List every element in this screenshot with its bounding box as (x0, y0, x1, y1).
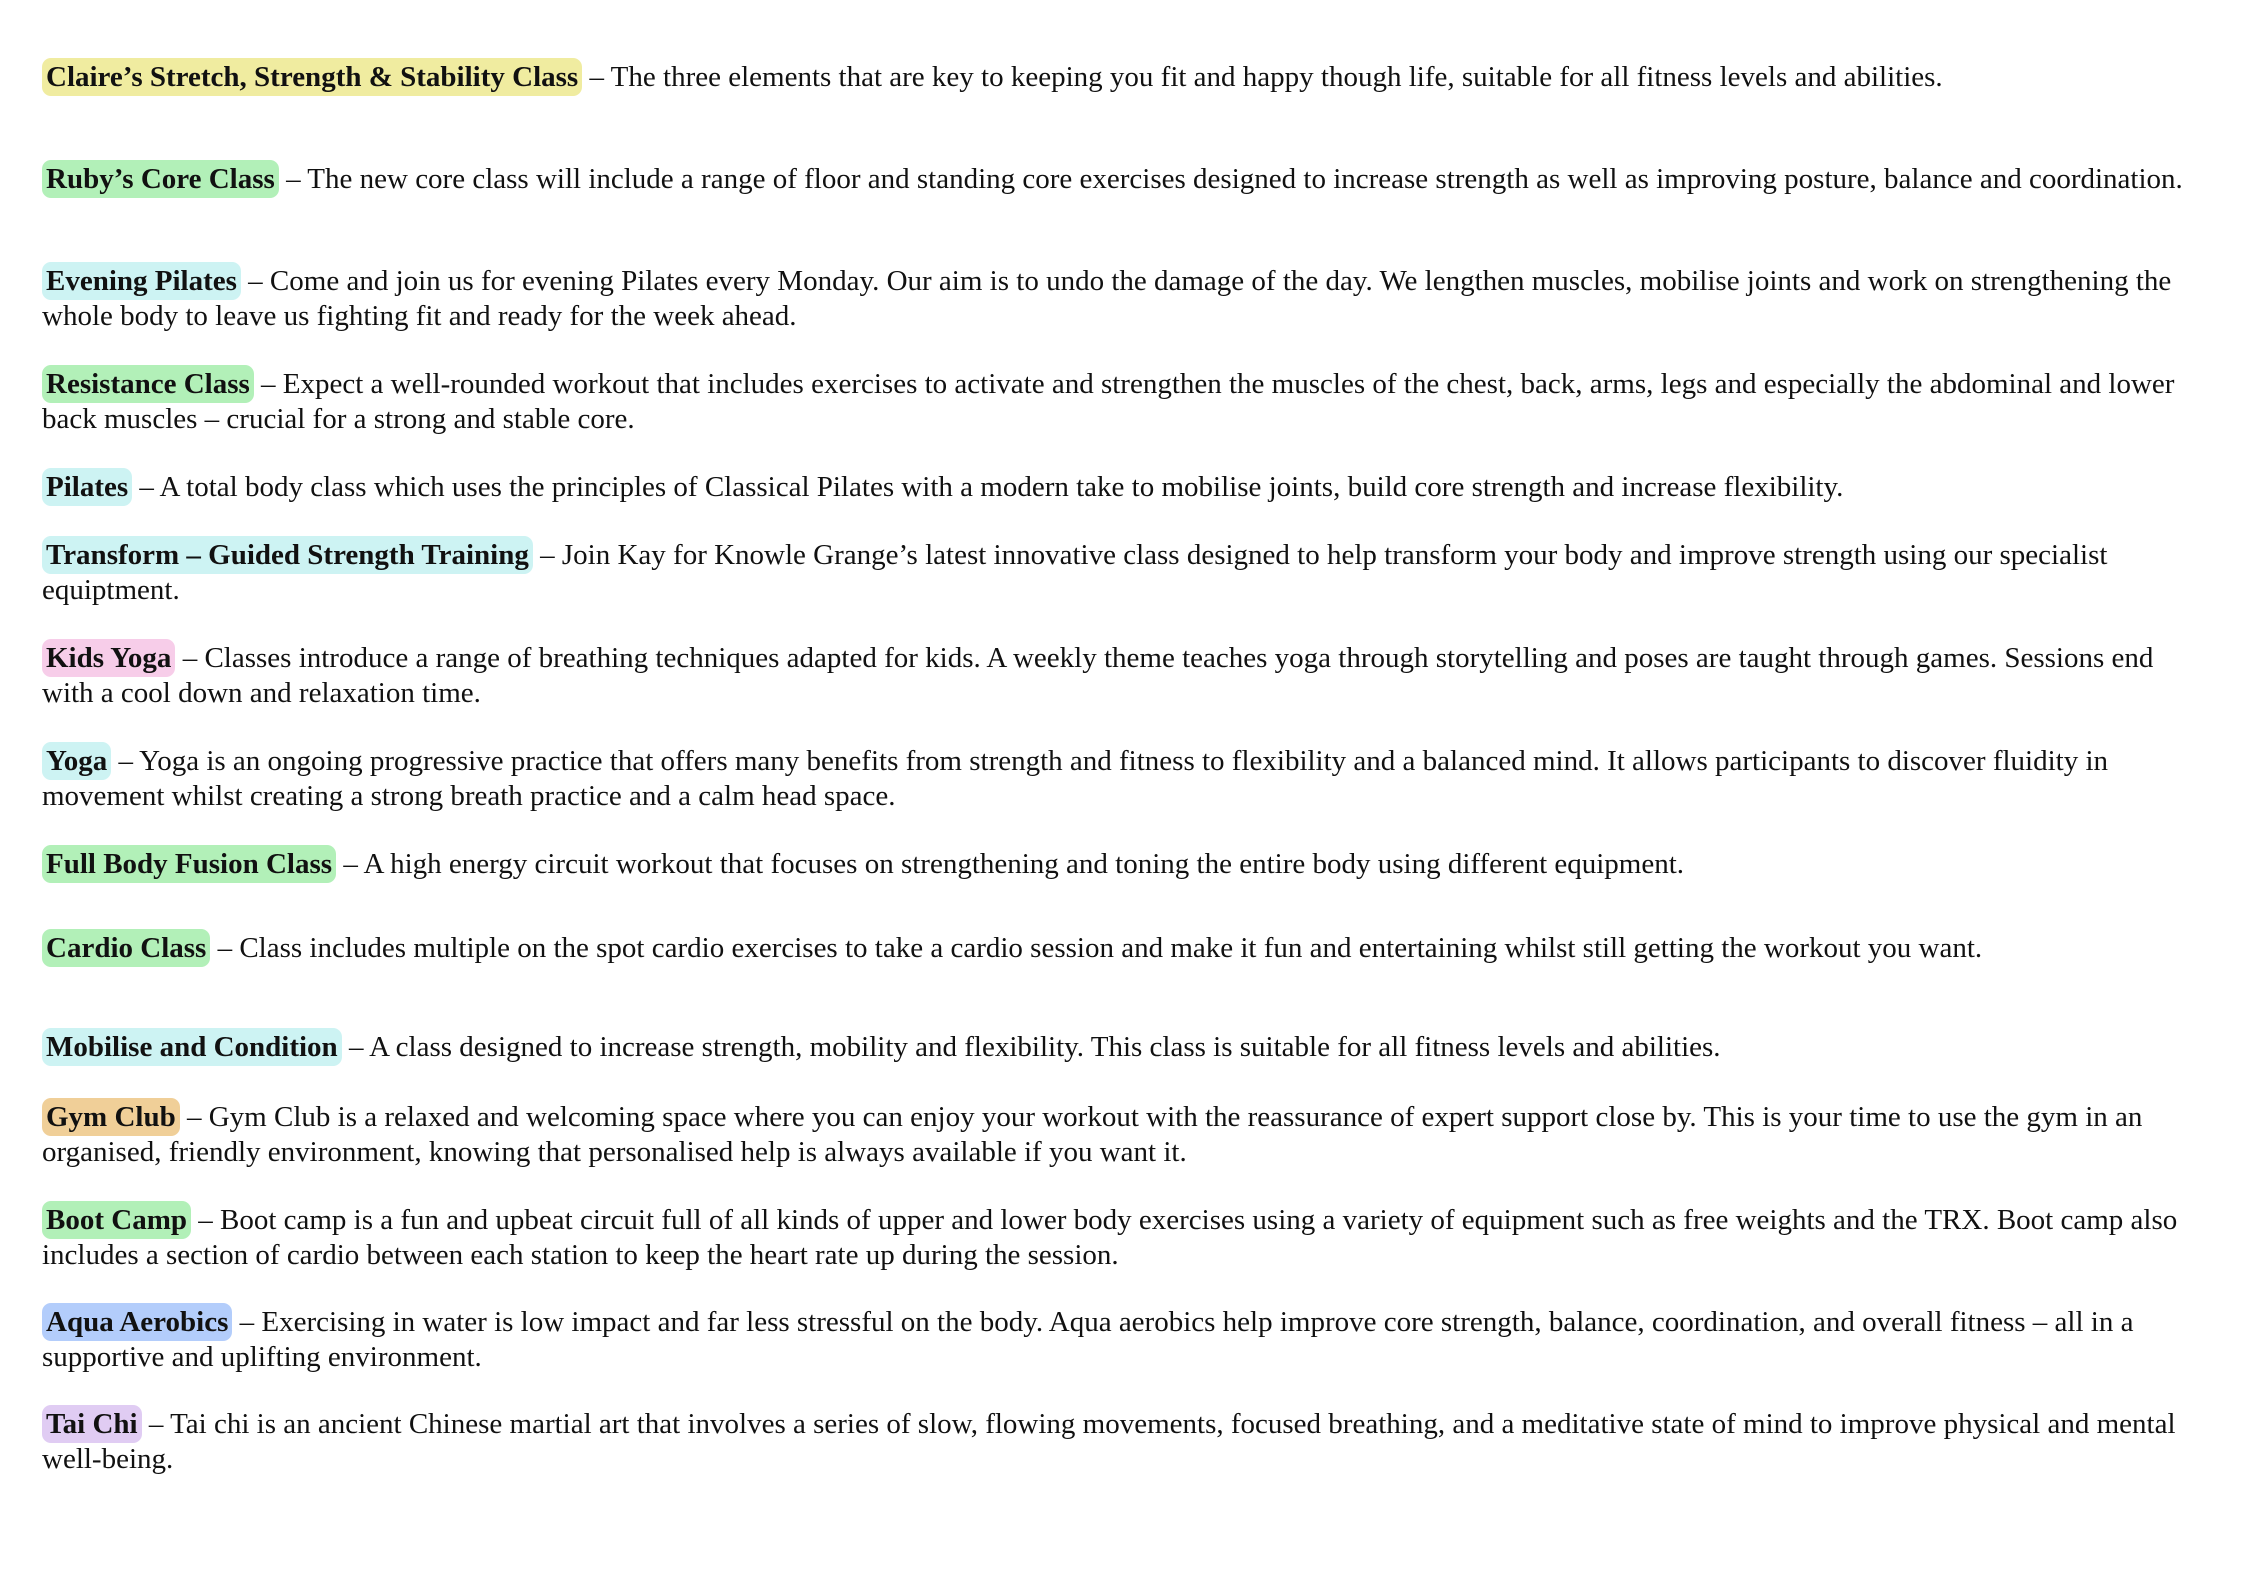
class-description: – Classes introduce a range of breathing techniques adapted for kids. A weekly theme teaches yoga through storytelling and poses are taught through games. Sessions end with a cool down and relaxation time. (42, 642, 2154, 709)
class-description: – A class designed to increase strength, mobility and flexibility. This class is suitable for all fitness levels and abilities. (341, 1031, 1721, 1063)
class-entry (42, 1203, 2212, 1273)
class-entry (42, 264, 2212, 334)
class-entry (42, 60, 2212, 95)
class-name-highlight: Claire’s Stretch, Strength & Stability Class (42, 58, 582, 96)
class-description: – A high energy circuit workout that focuses on strengthening and toning the entire body using different equipment. (336, 848, 1685, 880)
class-name-highlight: Resistance Class (42, 365, 254, 403)
class-description: – A total body class which uses the principles of Classical Pilates with a modern take to mobilise joints, build core strength and increase flexibility. (132, 471, 1844, 503)
class-entry (42, 931, 2212, 966)
class-name-highlight: Full Body Fusion Class (42, 845, 336, 883)
class-entry (42, 847, 2212, 882)
class-name-highlight: Ruby’s Core Class (42, 160, 279, 198)
class-name-highlight: Transform – Guided Strength Training (42, 536, 533, 574)
class-description: – Gym Club is a relaxed and welcoming space where you can enjoy your workout with the reassurance of expert support close by. This is your time to use the gym in an organised, friendly environment, knowing that personalised help is always available if you want it. (42, 1101, 2143, 1168)
class-name-highlight: Gym Club (42, 1098, 180, 1136)
class-name-highlight: Yoga (42, 742, 111, 780)
class-entry (42, 744, 2212, 814)
class-entry (42, 470, 2212, 505)
class-name-highlight: Tai Chi (42, 1405, 142, 1443)
class-entry (42, 641, 2212, 711)
class-entry (42, 1100, 2212, 1170)
class-description: – Exercising in water is low impact and far less stressful on the body. Aqua aerobics help improve core strength, balance, coordination, and overall fitness – all in a supportive and uplifting environment. (42, 1306, 2134, 1373)
class-description: – Boot camp is a fun and upbeat circuit full of all kinds of upper and lower body exercises using a variety of equipment such as free weights and the TRX. Boot camp also includes a section of cardio between each station to keep the heart rate up during the session. (42, 1204, 2178, 1271)
class-description: – Expect a well-rounded workout that includes exercises to activate and strengthen the muscles of the chest, back, arms, legs and especially the abdominal and lower back muscles – crucial for a strong and stable core. (42, 368, 2175, 435)
class-entry (42, 1407, 2212, 1477)
class-entry (42, 162, 2212, 197)
class-entry (42, 1305, 2212, 1375)
class-description: – Join Kay for Knowle Grange’s latest innovative class designed to help transform your body and improve strength using our specialist equiptment. (42, 539, 2108, 606)
class-description: – Class includes multiple on the spot cardio exercises to take a cardio session and make it fun and entertaining whilst still getting the workout you want. (210, 932, 1983, 964)
class-name-highlight: Boot Camp (42, 1201, 191, 1239)
class-name-highlight: Mobilise and Condition (42, 1028, 342, 1066)
class-description: – The new core class will include a range of floor and standing core exercises designed to increase strength as well as improving posture, balance and coordination. (278, 163, 2183, 195)
class-name-highlight: Aqua Aerobics (42, 1303, 232, 1341)
class-description: – Come and join us for evening Pilates every Monday. Our aim is to undo the damage of the day. We lengthen muscles, mobilise joints and work on strengthening the whole body to leave us fighting fit and ready for the week ahead. (42, 265, 2172, 332)
class-entry (42, 1030, 2212, 1065)
class-name-highlight: Pilates (42, 468, 132, 506)
class-entry (42, 367, 2212, 437)
class-name-highlight: Cardio Class (42, 929, 210, 967)
class-name-highlight: Evening Pilates (42, 262, 241, 300)
class-description: – Tai chi is an ancient Chinese martial art that involves a series of slow, flowing movements, focused breathing, and a meditative state of mind to improve physical and mental well-being. (42, 1408, 2176, 1475)
class-description: – Yoga is an ongoing progressive practice that offers many benefits from strength and fitness to flexibility and a balanced mind. It allows participants to discover fluidity in movement whilst creating a strong breath practice and a calm head space. (42, 745, 2109, 812)
class-name-highlight: Kids Yoga (42, 639, 175, 677)
class-entry (42, 538, 2212, 608)
class-description: – The three elements that are key to keeping you fit and happy though life, suitable for all fitness levels and abilities. (582, 61, 1943, 93)
